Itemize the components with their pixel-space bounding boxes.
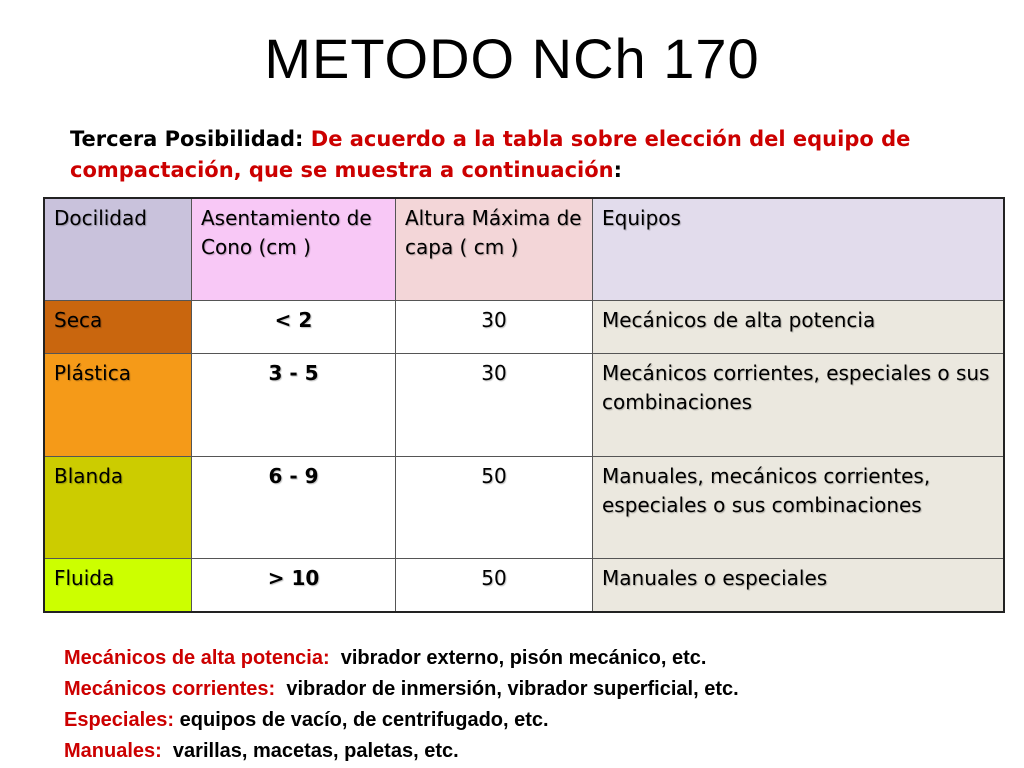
cell-equipos: Manuales, mecánicos corrientes, especiales o sus combinaciones <box>593 456 1005 558</box>
header-altura: Altura Máxima de capa ( cm ) <box>396 198 593 301</box>
note-line <box>64 736 984 767</box>
cell-docilidad: Plástica <box>44 354 192 456</box>
note-label: Mecánicos corrientes: <box>64 678 276 700</box>
cell-asentamiento: > 10 <box>192 558 396 612</box>
cell-equipos: Mecánicos de alta potencia <box>593 301 1005 354</box>
cell-docilidad: Seca <box>44 301 192 354</box>
note-label: Especiales: <box>64 709 175 731</box>
cell-altura: 30 <box>396 354 593 456</box>
compaction-table <box>43 197 1005 613</box>
cell-equipos: Manuales o especiales <box>593 558 1005 612</box>
note-text: varillas, macetas, paletas, etc. <box>161 740 459 762</box>
equipment-notes <box>64 643 984 767</box>
intro-label: Tercera Posibilidad: <box>70 127 311 151</box>
note-label: Mecánicos de alta potencia: <box>64 647 330 669</box>
header-docilidad: Docilidad <box>44 198 192 301</box>
cell-equipos: Mecánicos corrientes, especiales o sus combinaciones <box>593 354 1005 456</box>
note-text: vibrador externo, pisón mecánico, etc. <box>329 647 707 669</box>
cell-docilidad: Blanda <box>44 456 192 558</box>
header-asentamiento: Asentamiento de Cono (cm ) <box>192 198 396 301</box>
note-text: equipos de vacío, de centrifugado, etc. <box>174 709 549 731</box>
cell-docilidad: Fluida <box>44 558 192 612</box>
note-line <box>64 674 984 705</box>
table-row <box>44 558 1004 612</box>
intro-colon: : <box>613 158 623 182</box>
cell-asentamiento: 6 - 9 <box>192 456 396 558</box>
note-text: vibrador de inmersión, vibrador superficial, etc. <box>275 678 739 700</box>
cell-asentamiento: 3 - 5 <box>192 354 396 456</box>
table-row <box>44 301 1004 354</box>
header-equipos: Equipos <box>593 198 1005 301</box>
note-line <box>64 643 984 674</box>
cell-altura: 30 <box>396 301 593 354</box>
intro-paragraph <box>70 124 950 186</box>
intro-text: De acuerdo a la tabla sobre elección del equipo de compactación, que se muestra a continuación <box>70 127 911 182</box>
note-label: Manuales: <box>64 740 162 762</box>
page-title: METODO NCh 170 <box>264 27 760 90</box>
cell-altura: 50 <box>396 558 593 612</box>
table-row <box>44 354 1004 456</box>
cell-altura: 50 <box>396 456 593 558</box>
table-header-row <box>44 198 1004 301</box>
table-row <box>44 456 1004 558</box>
note-line <box>64 705 984 736</box>
cell-asentamiento: < 2 <box>192 301 396 354</box>
